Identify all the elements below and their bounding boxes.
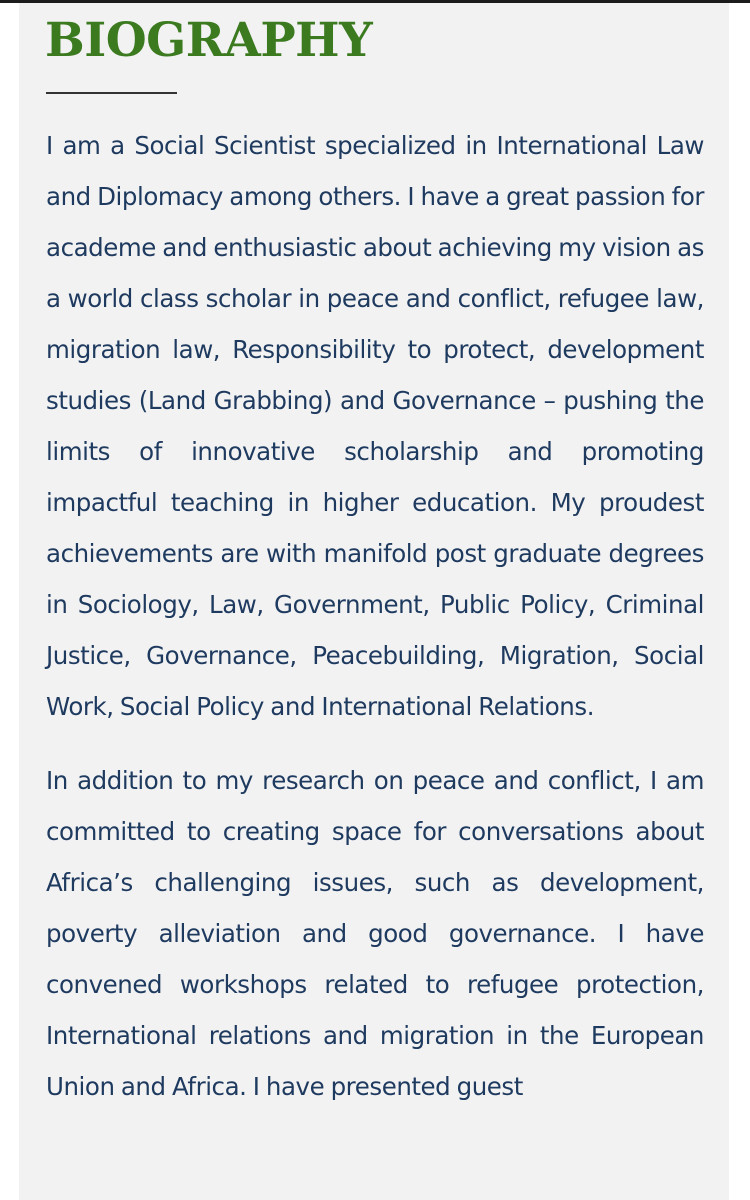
- biography-paragraph-2: In addition to my research on peace and conflict, I am committed to creating space for conversations about Africa’s challenging issues, such as development, poverty alleviation and good governance. I have convened workshops related to refugee protection, International relations and migration in the European Union and Africa. I have presented guest: [46, 766, 704, 1101]
- section-heading: BIOGRAPHY: [45, 13, 373, 68]
- biography-paragraph-1: I am a Social Scientist specialized in International Law and Diplomacy among others. I have a great passion for academe and enthusiastic about achieving my vision as a world class scholar in peace and conflict, refugee law, migration law, Responsibility to protect, development studies (Land Grabbing) and Governance – pushing the limits of innovative scholarship and promoting impactful teaching in higher education. My proudest achievements are with manifold post graduate degrees in Sociology, Law, Government, Public Policy, Criminal Justice, Governance, Peacebuilding, Migration, Social Work, Social Policy and International Relations.: [46, 131, 704, 721]
- heading-divider: [46, 92, 177, 94]
- biography-card: [19, 3, 729, 1200]
- biography-content: [46, 120, 704, 1112]
